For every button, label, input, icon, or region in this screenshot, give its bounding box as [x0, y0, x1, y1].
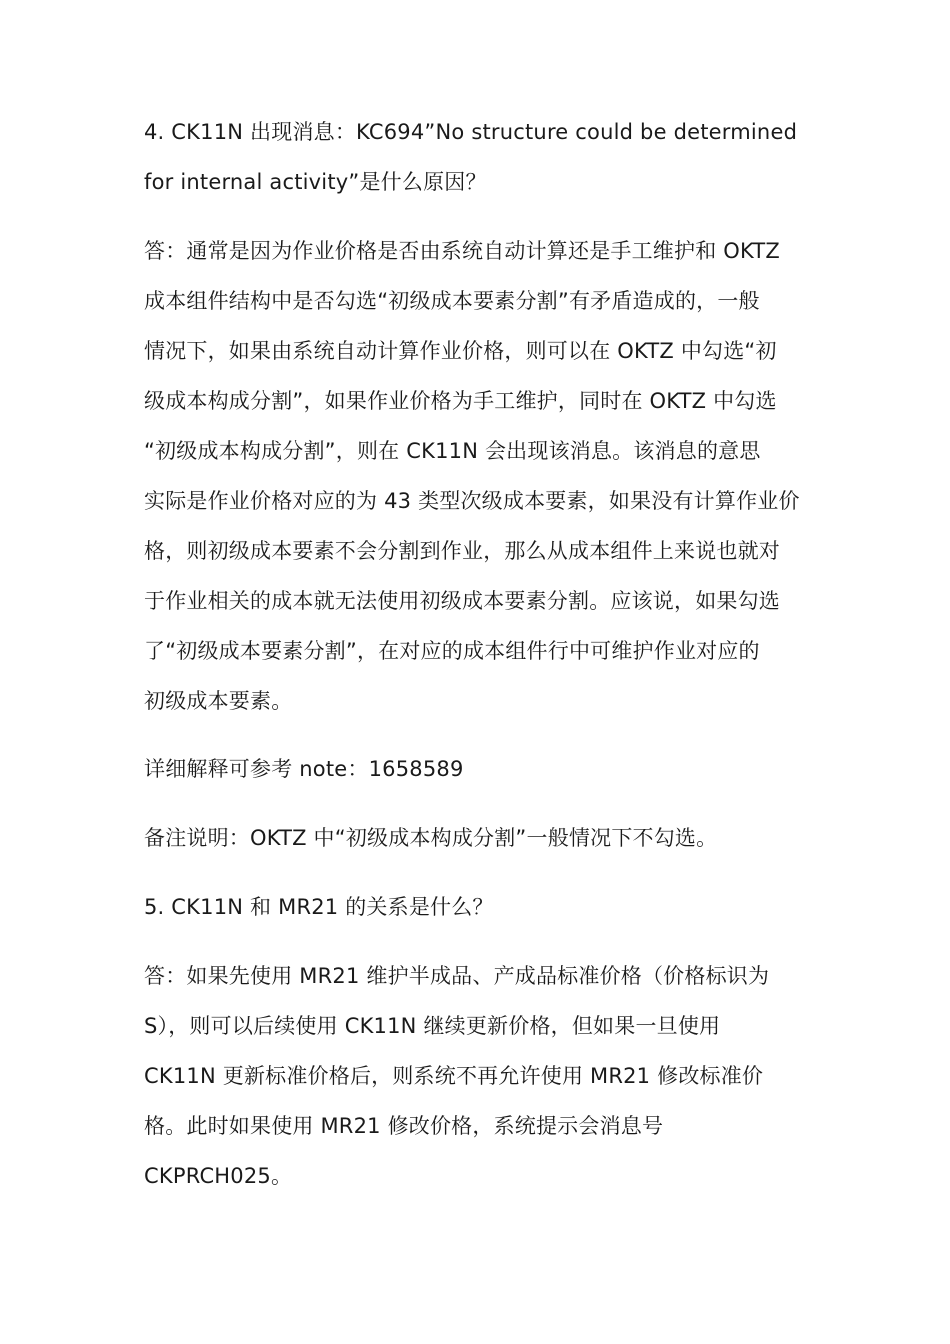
question-5: 5. CK11N 和 MR21 的关系是什么？: [144, 895, 494, 919]
question-4-line-2: for internal activity”是什么原因？: [144, 170, 487, 194]
answer-4-line-5: “初级成本构成分割”，则在 CK11N 会出现该消息。该消息的意思: [144, 439, 761, 463]
answer-4-line-9: 了“初级成本要素分割”，在对应的成本组件行中可维护作业对应的: [144, 639, 760, 663]
answer-4-line-7: 格，则初级成本要素不会分割到作业，那么从成本组件上来说也就对: [144, 539, 780, 563]
answer-5-line-4: 格。此时如果使用 MR21 修改价格，系统提示会消息号: [144, 1114, 664, 1138]
answer-5-line-1: 答：如果先使用 MR21 维护半成品、产成品标准价格（价格标识为: [144, 964, 770, 988]
remark-note: 备注说明：OKTZ 中“初级成本构成分割”一般情况下不勾选。: [144, 826, 718, 850]
question-4-line-1: 4. CK11N 出现消息：KC694”No structure could be determined: [144, 120, 798, 144]
answer-5-line-2: S），则可以后续使用 CK11N 继续更新价格，但如果一旦使用: [144, 1014, 721, 1038]
answer-4-line-6: 实际是作业价格对应的为 43 类型次级成本要素，如果没有计算作业价: [144, 489, 800, 513]
answer-5-line-3: CK11N 更新标准价格后，则系统不再允许使用 MR21 修改标准价: [144, 1064, 764, 1088]
answer-5-line-5: CKPRCH025。: [144, 1164, 293, 1188]
answer-4-line-4: 级成本构成分割”，如果作业价格为手工维护，同时在 OKTZ 中勾选: [144, 389, 777, 413]
answer-4-line-8: 于作业相关的成本就无法使用初级成本要素分割。应该说，如果勾选: [144, 589, 780, 613]
answer-4-line-3: 情况下，如果由系统自动计算作业价格，则可以在 OKTZ 中勾选“初: [144, 339, 777, 363]
answer-4-line-1: 答：通常是因为作业价格是否由系统自动计算还是手工维护和 OKTZ: [144, 239, 780, 263]
answer-4-line-10: 初级成本要素。: [144, 689, 293, 713]
answer-4-line-2: 成本组件结构中是否勾选“初级成本要素分割”有矛盾造成的，一般: [144, 289, 760, 313]
reference-note: 详细解释可参考 note：1658589: [144, 757, 464, 781]
